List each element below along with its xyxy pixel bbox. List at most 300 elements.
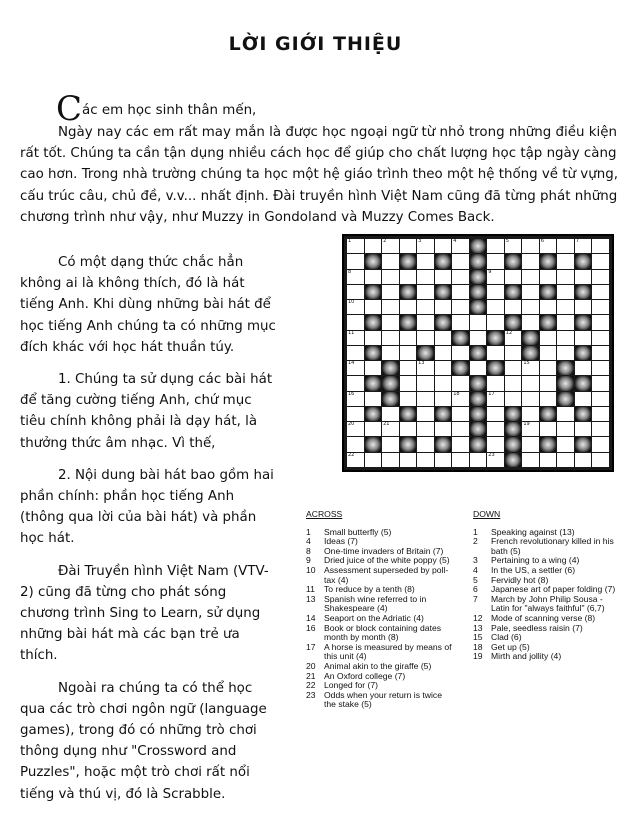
crossword-cell bbox=[400, 270, 417, 284]
crossword-cell bbox=[575, 300, 592, 314]
clue-number: 17 bbox=[488, 390, 495, 397]
crossword-cell bbox=[382, 346, 399, 360]
down-clue-list bbox=[473, 528, 623, 662]
crossword-block bbox=[435, 315, 452, 329]
clue-number: 15 bbox=[523, 360, 530, 367]
clue-number: 16 bbox=[348, 390, 355, 397]
crossword-cell bbox=[505, 270, 522, 284]
crossword-cell bbox=[505, 331, 522, 345]
crossword-cell bbox=[557, 270, 574, 284]
crossword-block bbox=[435, 254, 452, 268]
clue-text: Dried juice of the white poppy (5) bbox=[324, 555, 450, 566]
crossword-cell bbox=[575, 270, 592, 284]
crossword-cell bbox=[592, 437, 609, 451]
clue-text: Spanish wine referred to in Shakespeare (4) bbox=[324, 593, 427, 614]
crossword-block bbox=[522, 346, 539, 360]
crossword-cell bbox=[575, 239, 592, 253]
clue-number: 19 bbox=[473, 651, 483, 662]
crossword-cell bbox=[452, 239, 469, 253]
across-clues bbox=[306, 510, 456, 710]
crossword-cell bbox=[540, 376, 557, 390]
clue-number: 1 bbox=[306, 526, 311, 537]
crossword-block bbox=[575, 285, 592, 299]
crossword-cell bbox=[452, 285, 469, 299]
clue-number: 13 bbox=[418, 360, 425, 367]
crossword-block bbox=[365, 285, 382, 299]
clue-text: One-time invaders of Britain (7) bbox=[324, 545, 444, 556]
crossword-cell bbox=[470, 361, 487, 375]
crossword-cell bbox=[592, 361, 609, 375]
crossword-block bbox=[452, 361, 469, 375]
crossword-cell bbox=[575, 361, 592, 375]
crossword-cell bbox=[400, 361, 417, 375]
clue-number: 7 bbox=[575, 238, 580, 244]
crossword-cell bbox=[557, 453, 574, 467]
crossword-cell bbox=[592, 270, 609, 284]
crossword-cell bbox=[557, 346, 574, 360]
crossword-block bbox=[540, 285, 557, 299]
crossword-cell bbox=[592, 254, 609, 268]
crossword-cell bbox=[452, 453, 469, 467]
salutation bbox=[56, 89, 257, 129]
crossword-cell bbox=[417, 422, 434, 436]
crossword-cell bbox=[400, 422, 417, 436]
clue-text: A horse is measured by means of this unit (4) bbox=[324, 641, 452, 662]
crossword-cell bbox=[487, 270, 504, 284]
crossword-cell bbox=[505, 346, 522, 360]
crossword-cell bbox=[540, 422, 557, 436]
crossword-cell bbox=[400, 376, 417, 390]
crossword-block bbox=[487, 361, 504, 375]
crossword-cell bbox=[592, 422, 609, 436]
paragraph: Ngoài ra chúng ta có thể học qua các trò chơi ngôn ngữ (language games), trong đó có những trò chơi thông dụng như "Crossword and Puzzles", hoặc một trò chơi rất nổi tiếng và thú vị, đó là Scrabble. bbox=[20, 680, 267, 802]
crossword-cell bbox=[417, 437, 434, 451]
across-clue bbox=[306, 566, 456, 585]
clue-text: French revolutionary killed in his bath (5) bbox=[491, 536, 614, 556]
clue-number: 11 bbox=[348, 329, 355, 336]
crossword-cell bbox=[487, 407, 504, 421]
crossword-cell bbox=[487, 392, 504, 406]
crossword-cell bbox=[487, 422, 504, 436]
clue-number: 8 bbox=[348, 268, 352, 275]
clue-text: Animal akin to the giraffe (5) bbox=[324, 660, 432, 671]
crossword-block bbox=[382, 376, 399, 390]
crossword-cell bbox=[417, 376, 434, 390]
clue-text: Pertaining to a wing (4) bbox=[491, 555, 580, 566]
clue-number: 23 bbox=[488, 451, 495, 458]
crossword-cell bbox=[557, 254, 574, 268]
crossword-cell bbox=[592, 300, 609, 314]
crossword-block bbox=[382, 361, 399, 375]
clue-number: 1 bbox=[348, 238, 352, 244]
crossword-block bbox=[417, 346, 434, 360]
crossword-cell bbox=[347, 270, 364, 284]
crossword-cell bbox=[522, 437, 539, 451]
crossword-cell bbox=[400, 300, 417, 314]
crossword-cell bbox=[435, 376, 452, 390]
clue-number: 10 bbox=[306, 564, 316, 575]
crossword-cell bbox=[540, 361, 557, 375]
crossword-block bbox=[505, 315, 522, 329]
clue-number: 3 bbox=[473, 555, 478, 566]
crossword-block bbox=[365, 254, 382, 268]
across-clue bbox=[306, 624, 456, 643]
clue-number: 10 bbox=[348, 299, 355, 306]
crossword-cell bbox=[347, 407, 364, 421]
clue-text: To reduce by a tenth (8) bbox=[324, 584, 415, 595]
crossword-block bbox=[435, 437, 452, 451]
crossword-cell bbox=[540, 453, 557, 467]
crossword-cell bbox=[452, 407, 469, 421]
crossword-cell bbox=[382, 331, 399, 345]
crossword-cell bbox=[347, 239, 364, 253]
crossword-cell bbox=[575, 331, 592, 345]
crossword-cell bbox=[365, 300, 382, 314]
crossword-cell bbox=[522, 422, 539, 436]
crossword-cell bbox=[522, 315, 539, 329]
crossword-cell bbox=[452, 392, 469, 406]
crossword-cell bbox=[557, 331, 574, 345]
crossword-cell bbox=[452, 346, 469, 360]
crossword-block bbox=[470, 270, 487, 284]
crossword-cell bbox=[522, 392, 539, 406]
crossword-block bbox=[400, 437, 417, 451]
crossword-cell bbox=[575, 453, 592, 467]
clue-text: Pale, seedless raisin (7) bbox=[491, 622, 583, 633]
crossword-block bbox=[365, 437, 382, 451]
crossword-cell bbox=[400, 239, 417, 253]
crossword-cell bbox=[487, 239, 504, 253]
crossword-cell bbox=[347, 422, 364, 436]
crossword-cell bbox=[592, 285, 609, 299]
page-title: LỜI GIỚI THIỆU bbox=[228, 33, 403, 55]
crossword-cell bbox=[347, 300, 364, 314]
clue-number: 5 bbox=[473, 574, 478, 585]
crossword-cell bbox=[435, 346, 452, 360]
crossword-cell bbox=[540, 392, 557, 406]
clue-number: 2 bbox=[383, 238, 387, 244]
clue-number: 12 bbox=[473, 612, 483, 623]
crossword-block bbox=[470, 392, 487, 406]
crossword-cell bbox=[470, 315, 487, 329]
crossword-block bbox=[365, 315, 382, 329]
clue-number: 14 bbox=[348, 360, 355, 367]
crossword-cell bbox=[382, 300, 399, 314]
clue-number: 21 bbox=[383, 421, 390, 428]
crossword-cell bbox=[365, 270, 382, 284]
crossword-cell bbox=[557, 407, 574, 421]
clue-number: 20 bbox=[306, 660, 316, 671]
crossword-cell bbox=[347, 315, 364, 329]
down-clue bbox=[473, 595, 623, 614]
crossword-cell bbox=[452, 437, 469, 451]
crossword-cell bbox=[592, 453, 609, 467]
clue-number: 8 bbox=[306, 545, 311, 556]
crossword-block bbox=[452, 331, 469, 345]
crossword-block bbox=[505, 422, 522, 436]
crossword-cell bbox=[592, 346, 609, 360]
crossword-cell bbox=[435, 453, 452, 467]
paragraph: 2. Nội dung bài hát bao gồm hai phần chính: phần học tiếng Anh (thông qua lời của bài hát) và phần học hát. bbox=[20, 467, 274, 547]
crossword-cell bbox=[382, 437, 399, 451]
crossword-block bbox=[540, 437, 557, 451]
down-clues bbox=[473, 510, 623, 662]
clue-number: 15 bbox=[473, 632, 483, 643]
crossword-block bbox=[505, 453, 522, 467]
crossword-cell bbox=[365, 239, 382, 253]
crossword-cell bbox=[487, 437, 504, 451]
crossword-cell bbox=[417, 315, 434, 329]
clue-number: 4 bbox=[306, 536, 311, 547]
crossword-block bbox=[540, 254, 557, 268]
crossword-cell bbox=[435, 422, 452, 436]
left-column bbox=[20, 252, 276, 816]
crossword-block bbox=[505, 254, 522, 268]
crossword-cell bbox=[557, 239, 574, 253]
crossword-block bbox=[365, 346, 382, 360]
crossword-cell bbox=[540, 239, 557, 253]
crossword-cell bbox=[522, 361, 539, 375]
crossword-block bbox=[540, 407, 557, 421]
crossword-block bbox=[365, 407, 382, 421]
across-clue bbox=[306, 643, 456, 662]
crossword-cell bbox=[435, 239, 452, 253]
crossword-cell bbox=[347, 361, 364, 375]
crossword-block bbox=[400, 285, 417, 299]
crossword-cell bbox=[382, 270, 399, 284]
clue-number: 13 bbox=[306, 593, 316, 604]
crossword-block bbox=[365, 376, 382, 390]
crossword-cell bbox=[347, 392, 364, 406]
crossword-cell bbox=[505, 300, 522, 314]
clue-number: 18 bbox=[453, 390, 460, 397]
clue-text: Odds when your return is twice the stake (5) bbox=[324, 689, 442, 710]
down-clue bbox=[473, 652, 623, 662]
drop-cap: C bbox=[56, 89, 83, 129]
clue-text: Fervidly hot (8) bbox=[491, 574, 549, 585]
crossword-block bbox=[435, 285, 452, 299]
clue-number: 16 bbox=[306, 622, 316, 633]
clue-number: 22 bbox=[348, 451, 355, 458]
intro-paragraph: Ngày nay các em rất may mắn là được học ngoại ngữ từ nhỏ trong những điều kiện rất tốt. Chúng ta cần tận dụng nhiều cách học để giúp cho chất lượng học tập ngày càng cao hơn. Trong nhà trường chúng ta học một hệ giáo trình theo một hệ thống về từ vựng, cấu trúc câu, chủ đề, v.v... nhất định. Đài truyền hình Việt Nam cũng đã từng phát những chương trình như vậy, như Muzzy in Gondoland và Muzzy Comes Back. bbox=[20, 125, 618, 225]
crossword-block bbox=[470, 437, 487, 451]
crossword-block bbox=[575, 437, 592, 451]
crossword-cell bbox=[382, 315, 399, 329]
crossword-cell bbox=[365, 422, 382, 436]
crossword-cell bbox=[417, 361, 434, 375]
clue-number: 23 bbox=[306, 689, 316, 700]
clue-text: March by John Philip Sousa - Latin for "always faithful" (6,7) bbox=[491, 593, 605, 614]
clue-number: 13 bbox=[473, 622, 483, 633]
crossword-cell bbox=[487, 376, 504, 390]
crossword-cell bbox=[435, 392, 452, 406]
crossword-cell bbox=[557, 437, 574, 451]
crossword-cell bbox=[522, 254, 539, 268]
crossword-cell bbox=[382, 453, 399, 467]
crossword-block bbox=[470, 407, 487, 421]
crossword-cell bbox=[382, 254, 399, 268]
crossword-cell bbox=[487, 254, 504, 268]
crossword-cell bbox=[417, 407, 434, 421]
crossword-cell bbox=[470, 453, 487, 467]
clue-number: 14 bbox=[306, 612, 316, 623]
clue-text: Speaking against (13) bbox=[491, 526, 575, 537]
clue-number: 11 bbox=[306, 584, 315, 595]
crossword-cell bbox=[592, 376, 609, 390]
clue-number: 12 bbox=[505, 329, 513, 336]
crossword-cell bbox=[400, 346, 417, 360]
crossword-block bbox=[522, 331, 539, 345]
crossword-cell bbox=[347, 331, 364, 345]
crossword-cell bbox=[452, 315, 469, 329]
clue-text: Mirth and jollity (4) bbox=[491, 651, 562, 662]
clue-text: Seaport on the Adriatic (4) bbox=[324, 612, 424, 623]
crossword-cell bbox=[452, 376, 469, 390]
crossword-block bbox=[575, 254, 592, 268]
across-heading: ACROSS bbox=[306, 509, 343, 519]
crossword-block bbox=[382, 392, 399, 406]
crossword-cell bbox=[417, 453, 434, 467]
crossword-cell bbox=[592, 315, 609, 329]
clue-number: 9 bbox=[488, 268, 492, 275]
crossword-grid bbox=[342, 234, 614, 472]
clue-number: 2 bbox=[473, 536, 478, 547]
clue-text: Japanese art of paper folding (7) bbox=[491, 584, 616, 595]
crossword-cell bbox=[365, 361, 382, 375]
paragraph: Đài Truyền hình Việt Nam (VTV-2) cũng đã từng cho phát sóng chương trình Sing to Learn, sử dụng những bài hát mà các bạn trẻ ưa thích. bbox=[20, 563, 269, 664]
crossword-cell bbox=[522, 453, 539, 467]
crossword-cells bbox=[347, 239, 609, 467]
crossword-cell bbox=[557, 300, 574, 314]
crossword-cell bbox=[435, 300, 452, 314]
clue-number: 5 bbox=[505, 238, 509, 244]
crossword-cell bbox=[382, 407, 399, 421]
crossword-cell bbox=[382, 285, 399, 299]
crossword-block bbox=[540, 315, 557, 329]
crossword-cell bbox=[435, 331, 452, 345]
clue-number: 3 bbox=[418, 238, 422, 244]
crossword-block bbox=[557, 376, 574, 390]
crossword-block bbox=[575, 346, 592, 360]
crossword-cell bbox=[382, 422, 399, 436]
crossword-cell bbox=[400, 453, 417, 467]
crossword-cell bbox=[435, 270, 452, 284]
crossword-cell bbox=[592, 239, 609, 253]
crossword-block bbox=[470, 254, 487, 268]
crossword-cell bbox=[522, 285, 539, 299]
clue-text: Ideas (7) bbox=[324, 536, 358, 547]
clue-number: 19 bbox=[523, 421, 530, 428]
crossword-block bbox=[487, 331, 504, 345]
paragraph: 1. Chúng ta sử dụng các bài hát để tăng cường tiếng Anh, chứ mục tiêu chính không phải là dạy hát, là thưởng thức âm nhạc. Vì thế, bbox=[20, 372, 273, 451]
down-heading: DOWN bbox=[473, 509, 501, 519]
crossword-cell bbox=[417, 392, 434, 406]
crossword-block bbox=[505, 437, 522, 451]
clue-text: An Oxford college (7) bbox=[324, 670, 406, 681]
clue-number: 6 bbox=[473, 584, 478, 595]
crossword-block bbox=[557, 361, 574, 375]
crossword-block bbox=[470, 376, 487, 390]
crossword-block bbox=[470, 346, 487, 360]
clue-number: 20 bbox=[348, 421, 355, 428]
crossword-block bbox=[470, 300, 487, 314]
clue-text: Small butterfly (5) bbox=[324, 526, 392, 537]
crossword-block bbox=[470, 285, 487, 299]
clue-number: 22 bbox=[306, 680, 316, 691]
crossword-cell bbox=[400, 331, 417, 345]
across-clue bbox=[306, 691, 456, 710]
crossword-block bbox=[575, 407, 592, 421]
crossword-block bbox=[557, 392, 574, 406]
crossword-cell bbox=[522, 270, 539, 284]
crossword-cell bbox=[347, 437, 364, 451]
crossword-cell bbox=[522, 376, 539, 390]
crossword-cell bbox=[575, 422, 592, 436]
crossword-cell bbox=[592, 407, 609, 421]
clue-text: Mode of scanning verse (8) bbox=[491, 612, 596, 623]
crossword-cell bbox=[487, 315, 504, 329]
crossword-cell bbox=[452, 300, 469, 314]
crossword-cell bbox=[347, 254, 364, 268]
crossword-cell bbox=[592, 331, 609, 345]
crossword-cell bbox=[575, 392, 592, 406]
crossword-cell bbox=[505, 392, 522, 406]
clue-text: In the US, a settler (6) bbox=[491, 564, 576, 575]
clue-number: 6 bbox=[540, 238, 545, 244]
crossword-cell bbox=[347, 453, 364, 467]
crossword-cell bbox=[557, 315, 574, 329]
crossword-cell bbox=[452, 254, 469, 268]
crossword-cell bbox=[417, 239, 434, 253]
clue-number: 7 bbox=[473, 593, 478, 604]
crossword-cell bbox=[347, 346, 364, 360]
crossword-cell bbox=[505, 361, 522, 375]
down-clue bbox=[473, 537, 623, 556]
crossword-cell bbox=[540, 331, 557, 345]
crossword-block bbox=[400, 254, 417, 268]
paragraph: Có một dạng thức chắc hẳn không ai là không thích, đó là hát tiếng Anh. Khi dùng những bài hát để học tiếng Anh chúng ta có những mục đích khác với học hát thuần túy. bbox=[20, 255, 276, 355]
crossword-block bbox=[470, 422, 487, 436]
crossword-cell bbox=[522, 300, 539, 314]
crossword-block bbox=[505, 285, 522, 299]
clue-number: 21 bbox=[306, 670, 316, 681]
crossword-cell bbox=[365, 392, 382, 406]
clue-number: 4 bbox=[453, 238, 457, 244]
crossword-cell bbox=[487, 453, 504, 467]
crossword-cell bbox=[417, 285, 434, 299]
crossword-block bbox=[470, 239, 487, 253]
clue-number: 4 bbox=[473, 564, 478, 575]
crossword-block bbox=[505, 407, 522, 421]
crossword-cell bbox=[505, 376, 522, 390]
crossword-cell bbox=[540, 346, 557, 360]
crossword-block bbox=[400, 315, 417, 329]
clue-number: 17 bbox=[306, 641, 316, 652]
clue-number: 1 bbox=[473, 526, 478, 537]
crossword-cell bbox=[400, 392, 417, 406]
crossword-cell bbox=[347, 285, 364, 299]
crossword-cell bbox=[505, 239, 522, 253]
across-clue-list bbox=[306, 528, 456, 710]
crossword-block bbox=[575, 315, 592, 329]
crossword-cell bbox=[557, 422, 574, 436]
crossword-block bbox=[435, 407, 452, 421]
clue-text: Get up (5) bbox=[491, 641, 530, 652]
crossword-cell bbox=[452, 422, 469, 436]
crossword-cell bbox=[487, 285, 504, 299]
crossword-block bbox=[575, 376, 592, 390]
crossword-cell bbox=[365, 453, 382, 467]
